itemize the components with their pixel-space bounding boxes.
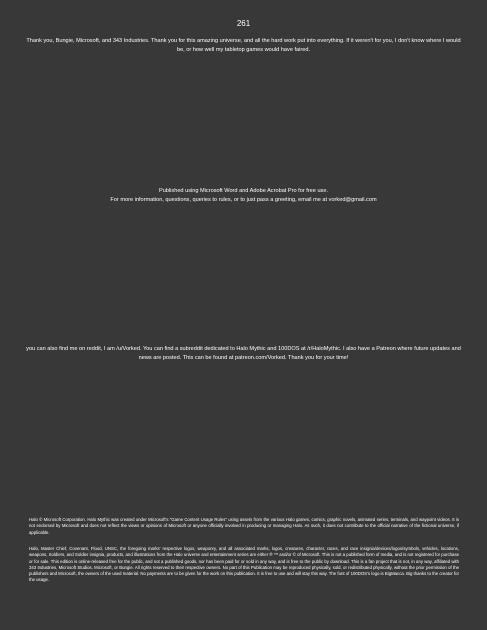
reddit-paragraph: you can also find me on reddit, I am /u/Vorked. You can find a subreddit dedicated to Halo Mythic and 100DOS at /r/HaloMythic. I also have a Patreon where future updates and news are posted. This can be found at patreon.com/Vorked. Thank you for your time! — [26, 346, 461, 361]
legal-paragraph-2: Halo, Master Chief, Covenant, Flood, UNSC, the foregoing marks' respective logos, weaponry, and all associated marks, logos, creatures, character, races, and race insignia/devices/logos/symbols, vehicles, locations, weapons, Soldiers, and Soldier insignia, products, and illustrations from the Halo universe and entertainment series are either ® ™ and/or © of Microsoft. This is not a published form of media, and is not registered for purchase or for sale. This edition is online-released free for the public, and not a published goods, nor has been paid for or sold in any way, and is free to the public by download. This is a fan project that is not, in any way, affiliated with 343 Industries, Microsoft Studios, Microsoft, or Bungie. All rights reserved to their respective owners. No part of this Publication may be reproduced physically, sold, or redistributed physically, without the prior permission of the publishers and Microsoft, the owners of the used material. No payments are to be given for the work on this publication. It is free to use and will stay this way. The font of 100DOS's logo is BigMacca. Big thanks to the creator for the usage. — [29, 546, 459, 583]
published-line-2: For more information, questions, queries to rules, or to just pass a greeting, email me at vorked@gmail.com — [110, 196, 377, 203]
published-paragraph — [24, 187, 463, 204]
published-line-1: Published using Microsoft Word and Adobe Acrobat Pro for free use. — [158, 188, 329, 194]
thanks-paragraph: Thank you, Bungie, Microsoft, and 343 Industries. Thank you for this amazing universe, and all the hard work put into everything. If it weren't for you, I don't know where I would be, or how well my tabletop games would have faired. — [26, 38, 461, 53]
legal-paragraph-1: Halo © Microsoft Corporation. Halo Mythic was created under Microsoft's "Game Content Usage Rules" using assets from the various Halo games, comics, graphic novels, animated series, terminals, and waypoint videos. It is not endorsed by Microsoft and does not reflect the views or opinions of Microsoft or anyone officially involved in producing or managing Halo. As such, it does not contribute to the official narrative of the fictional universe, if applicable. — [29, 517, 459, 535]
page-number: 261 — [236, 19, 251, 28]
